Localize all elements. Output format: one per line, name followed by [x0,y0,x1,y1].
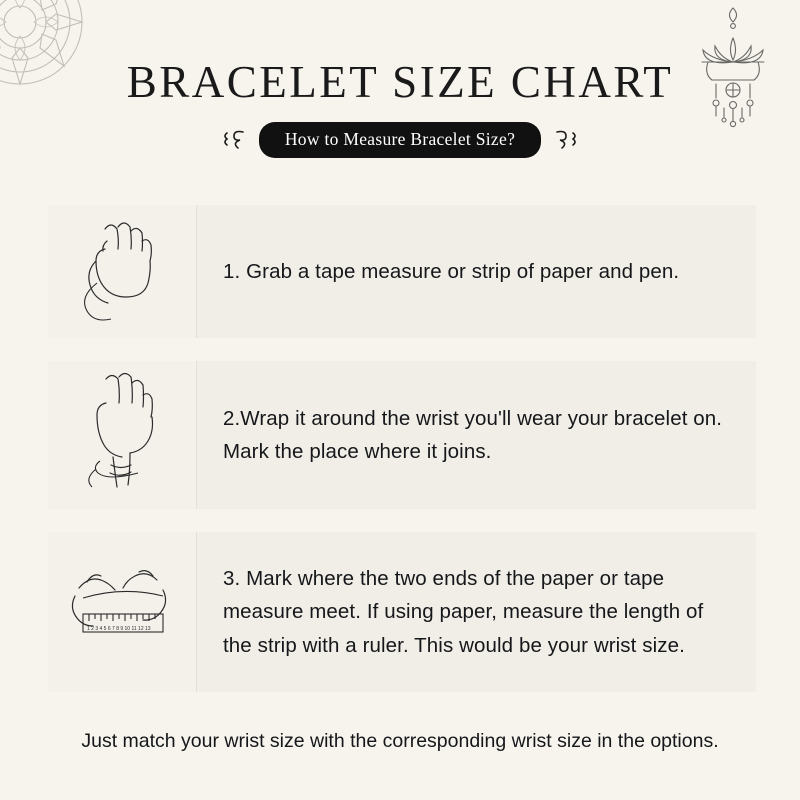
hand-holding-tape-measure-illustration [67,213,177,331]
svg-text:1 2 3 4 5 6 7 8 9 10 11 12 13: 1 2 3 4 5 6 7 8 9 10 11 12 13 [87,626,151,632]
step-illustration [48,532,197,692]
footer-note: Just match your wrist size with the corresponding wrist size in the options. [81,730,719,752]
step-illustration [48,205,197,338]
list-item [48,532,756,692]
list-item [48,205,756,338]
flourish-ornament [221,127,247,153]
step-text: 3. Mark where the two ends of the paper or tape measure meet. If using paper, measure the length of the strip with a ruler. This would be your wrist size. [223,567,704,657]
step-text: 1. Grab a tape measure or strip of paper and pen. [223,259,680,283]
flourish-ornament [553,127,579,153]
step-text: 2.Wrap it around the wrist you'll wear your bracelet on. Mark the place where it joins. [223,406,723,463]
list-item [48,361,756,509]
hands-measuring-strip-with-ruler-illustration [57,552,187,672]
step-illustration [48,361,197,509]
subtitle-row [0,122,800,158]
subtitle-badge: How to Measure Bracelet Size? [259,122,541,158]
page-title: BRACELET SIZE CHART [126,57,674,107]
hand-with-tape-around-wrist-illustration [66,369,178,501]
steps-list [48,205,756,715]
